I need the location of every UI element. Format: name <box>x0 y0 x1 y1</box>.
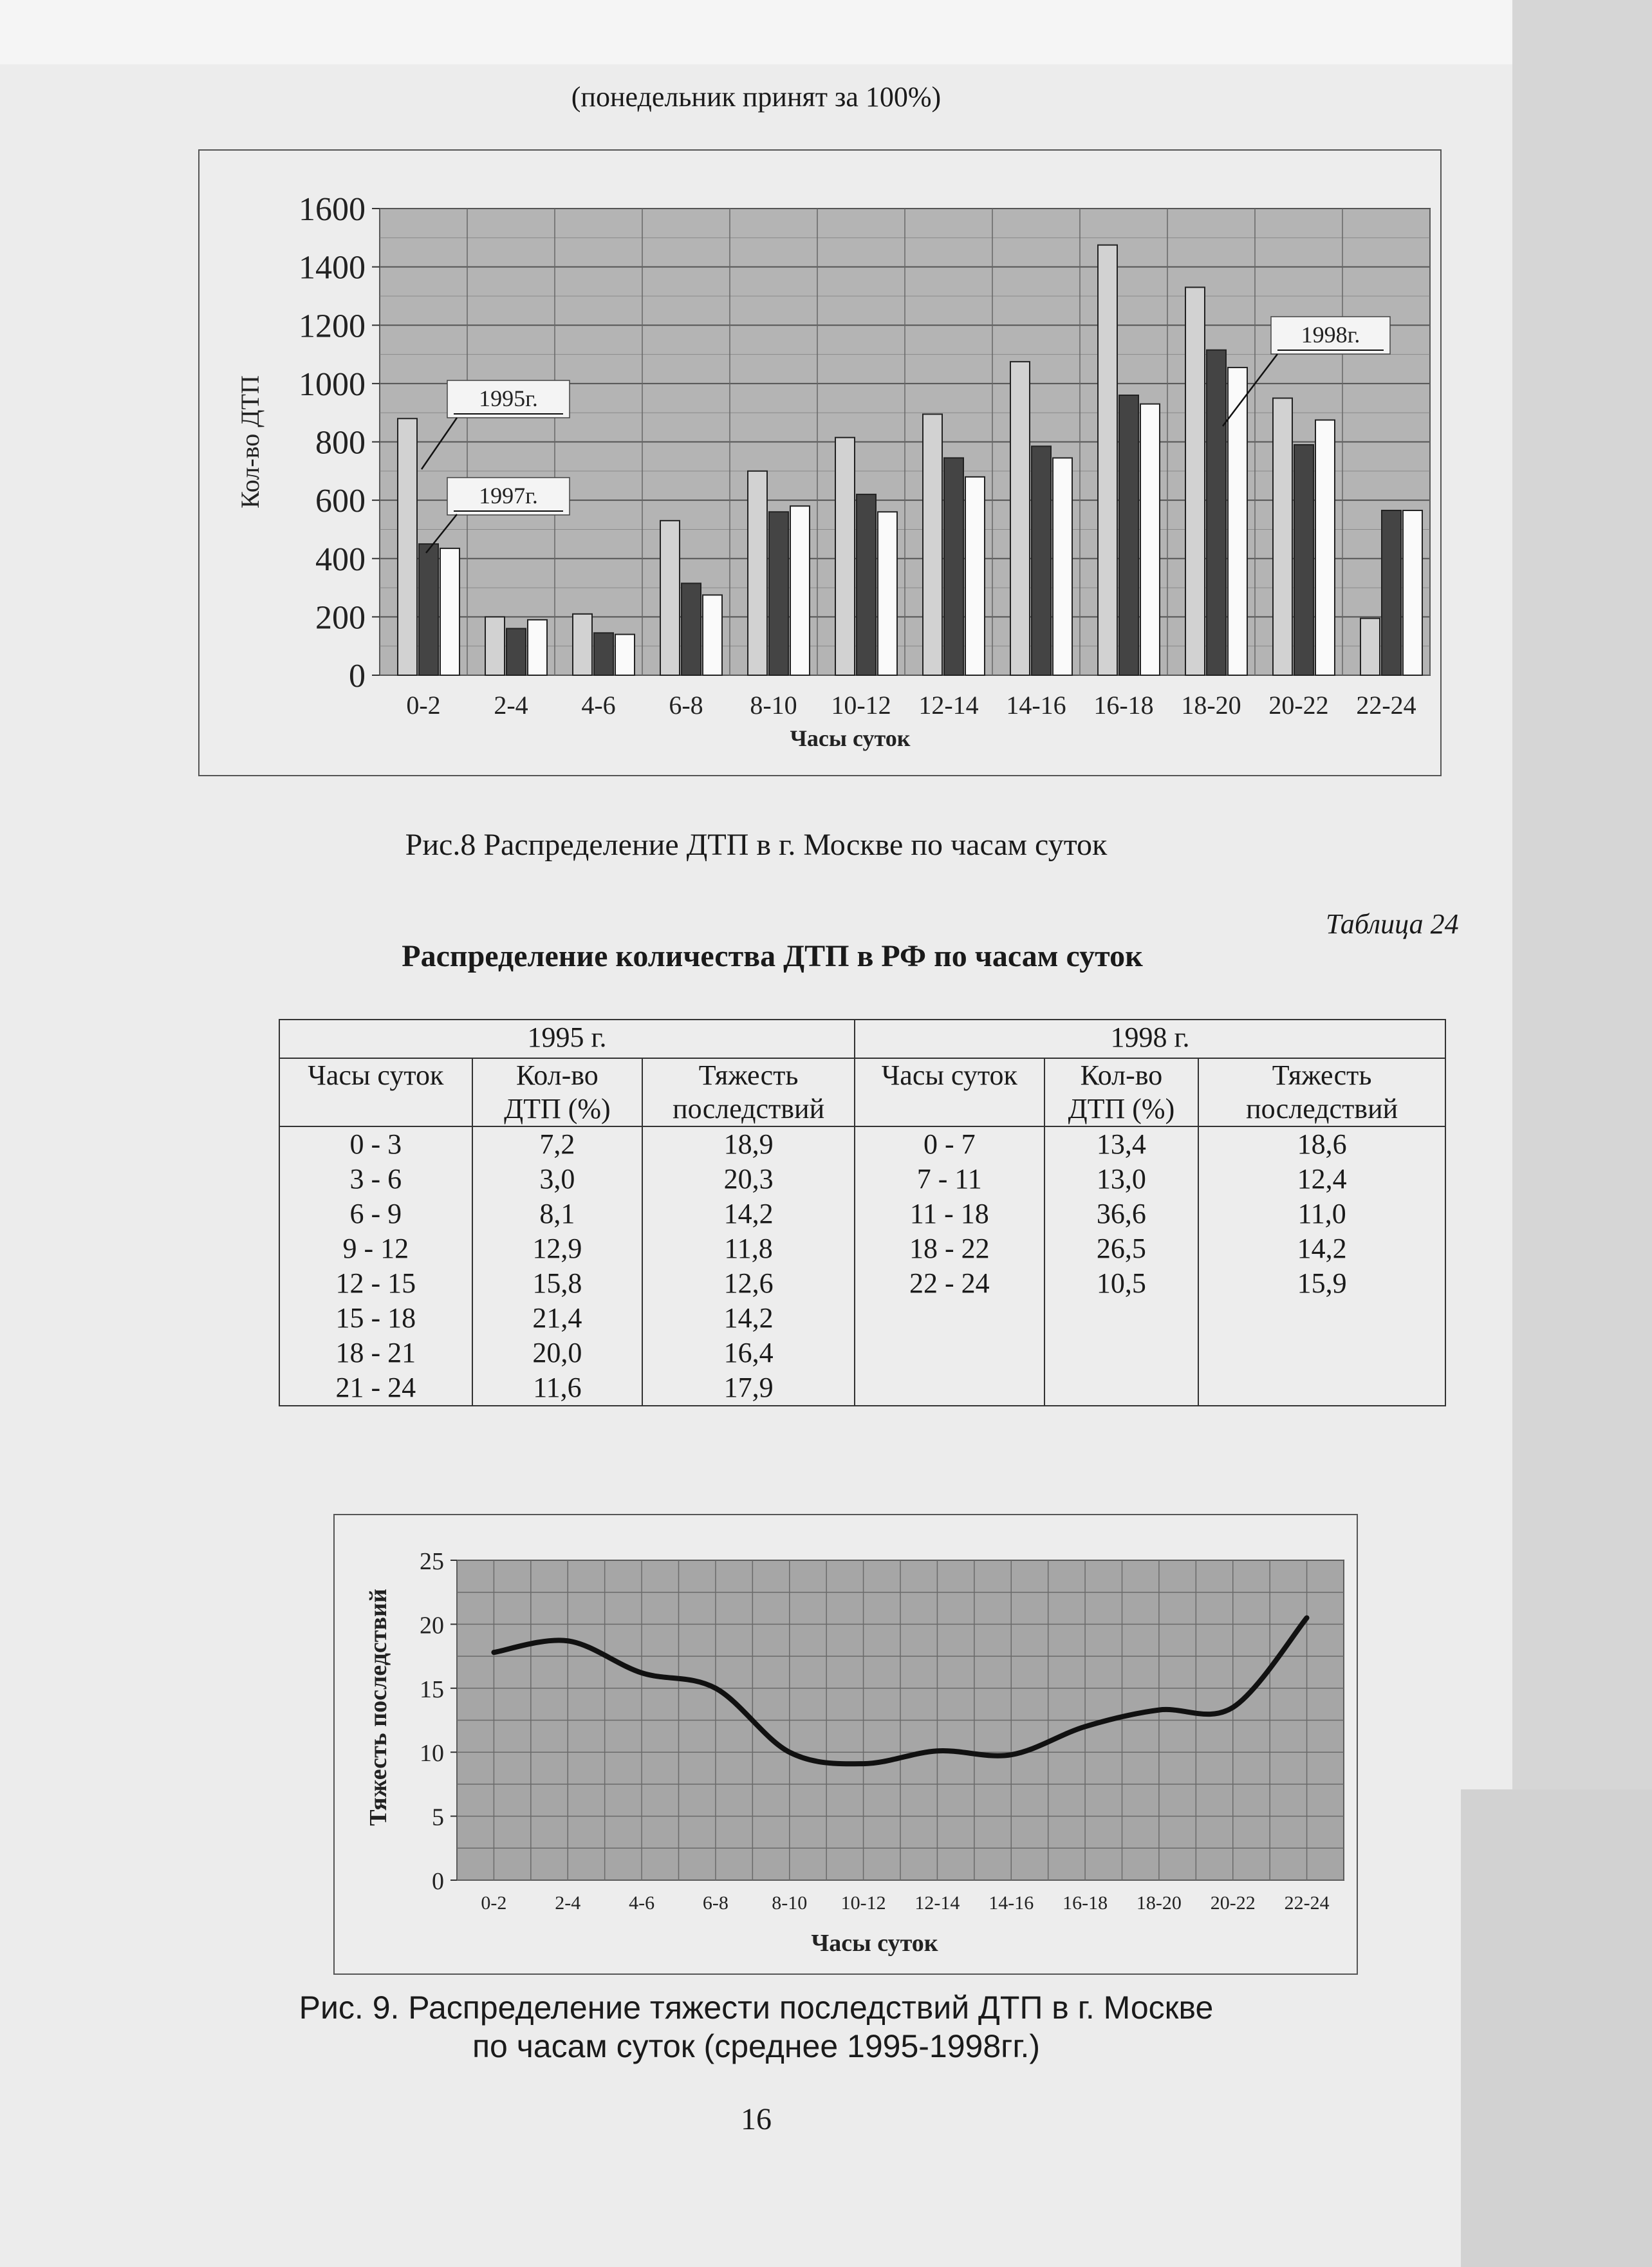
bar-1997г. <box>1032 446 1051 675</box>
bar-1995г. <box>1360 619 1380 675</box>
cell-hours-1995: 6 - 9 <box>279 1197 472 1231</box>
bar-1998г. <box>1228 368 1247 675</box>
cell-hours-1998: 22 - 24 <box>855 1266 1044 1301</box>
y-tick-label: 1600 <box>299 191 366 228</box>
cell-hours-1998 <box>855 1370 1044 1406</box>
table-row <box>279 1266 1445 1301</box>
x-tick-label: 18-20 <box>1136 1892 1182 1914</box>
cell-count-1995: 8,1 <box>472 1197 643 1231</box>
cell-count-1995: 12,9 <box>472 1231 643 1266</box>
cell-count-1998: 36,6 <box>1044 1197 1199 1231</box>
table-row <box>279 1126 1445 1162</box>
cell-hours-1995: 3 - 6 <box>279 1162 472 1197</box>
cell-hours-1995: 18 - 21 <box>279 1336 472 1370</box>
col-sev-1998: Тяжесть последствий <box>1198 1058 1445 1126</box>
y-axis-title: Кол-во ДТП <box>236 375 265 508</box>
fig9-line-chart <box>335 1515 1357 1973</box>
y-tick-label: 1000 <box>299 366 366 403</box>
bar-1997г. <box>1119 395 1138 675</box>
bar-1997г. <box>1382 510 1401 675</box>
cell-sev-1998: 14,2 <box>1198 1231 1445 1266</box>
y-tick-label: 1400 <box>299 249 366 286</box>
cell-count-1995: 20,0 <box>472 1336 643 1370</box>
x-tick-label: 12-14 <box>914 1892 960 1914</box>
bar-1998г. <box>878 512 897 675</box>
bar-1997г. <box>857 494 876 675</box>
x-tick-label: 8-10 <box>750 691 797 720</box>
fig9-caption-line2: по часам суток (среднее 1995-1998гг.) <box>472 2028 1041 2064</box>
bar-1995г. <box>573 614 592 675</box>
bar-1998г. <box>965 477 985 675</box>
x-tick-label: 22-24 <box>1356 691 1416 720</box>
cell-sev-1998 <box>1198 1301 1445 1336</box>
x-tick-label: 6-8 <box>702 1892 729 1914</box>
cell-count-1998 <box>1044 1301 1199 1336</box>
cell-hours-1998 <box>855 1301 1044 1336</box>
bar-1995г. <box>1273 398 1292 675</box>
cell-sev-1998: 15,9 <box>1198 1266 1445 1301</box>
x-tick-label: 2-4 <box>555 1892 581 1914</box>
fig8-bar-chart <box>200 151 1440 775</box>
x-tick-label: 16-18 <box>1063 1892 1108 1914</box>
bar-1997г. <box>419 544 438 675</box>
cell-sev-1995: 18,9 <box>642 1126 855 1162</box>
y-tick-label: 10 <box>420 1740 444 1768</box>
x-tick-label: 0-2 <box>406 691 441 720</box>
cell-sev-1998: 12,4 <box>1198 1162 1445 1197</box>
header-caption: (понедельник принят за 100%) <box>571 81 942 113</box>
cell-hours-1998 <box>855 1336 1044 1370</box>
cell-sev-1998: 18,6 <box>1198 1126 1445 1162</box>
table-row <box>279 1231 1445 1266</box>
cell-count-1998: 26,5 <box>1044 1231 1199 1266</box>
table-group-header <box>279 1020 1445 1058</box>
y-tick-label: 20 <box>420 1612 444 1639</box>
bar-1997г. <box>1294 445 1313 675</box>
cell-count-1995: 3,0 <box>472 1162 643 1197</box>
table-row <box>279 1336 1445 1370</box>
fig8-frame <box>198 149 1442 776</box>
bar-1995г. <box>835 438 855 675</box>
cell-hours-1995: 21 - 24 <box>279 1370 472 1406</box>
y-axis-title: Тяжесть последствий <box>365 1589 392 1826</box>
x-tick-label: 14-16 <box>988 1892 1034 1914</box>
bar-1998г. <box>790 506 810 675</box>
cell-hours-1995: 9 - 12 <box>279 1231 472 1266</box>
cell-count-1995: 21,4 <box>472 1301 643 1336</box>
cell-count-1998: 13,0 <box>1044 1162 1199 1197</box>
bar-1995г. <box>398 418 417 675</box>
table24 <box>279 1019 1446 1406</box>
y-tick-label: 25 <box>420 1548 444 1575</box>
table-number: Таблица 24 <box>1326 908 1459 940</box>
bar-1997г. <box>944 458 963 675</box>
y-tick-label: 0 <box>432 1868 444 1895</box>
bar-1997г. <box>769 512 788 675</box>
cell-sev-1998 <box>1198 1370 1445 1406</box>
cell-count-1995: 11,6 <box>472 1370 643 1406</box>
x-axis-title: Часы суток <box>811 1930 938 1957</box>
x-tick-label: 14-16 <box>1006 691 1066 720</box>
cell-hours-1998: 18 - 22 <box>855 1231 1044 1266</box>
cell-sev-1995: 17,9 <box>642 1370 855 1406</box>
bar-1995г. <box>923 414 942 675</box>
x-tick-label: 20-22 <box>1268 691 1329 720</box>
cell-sev-1995: 20,3 <box>642 1162 855 1197</box>
cell-count-1998: 10,5 <box>1044 1266 1199 1301</box>
cell-sev-1998 <box>1198 1336 1445 1370</box>
x-tick-label: 20-22 <box>1210 1892 1256 1914</box>
bar-1998г. <box>1403 510 1422 675</box>
y-tick-label: 800 <box>315 424 366 462</box>
fig8-caption: Рис.8 Распределение ДТП в г. Москве по часам суток <box>405 828 1108 862</box>
col-hours-1998: Часы суток <box>855 1058 1044 1126</box>
x-tick-label: 4-6 <box>581 691 616 720</box>
annotation-label: 1995г. <box>479 386 538 411</box>
y-tick-label: 0 <box>349 658 366 695</box>
x-tick-label: 2-4 <box>494 691 528 720</box>
col-count-1995: Кол-во ДТП (%) <box>472 1058 643 1126</box>
x-axis-title: Часы суток <box>790 725 911 751</box>
bar-1998г. <box>615 635 635 675</box>
bar-1995г. <box>485 617 505 675</box>
bar-1997г. <box>506 629 526 676</box>
bar-1997г. <box>682 583 701 675</box>
x-tick-label: 8-10 <box>772 1892 808 1914</box>
y-tick-label: 5 <box>432 1804 444 1831</box>
bar-1998г. <box>528 620 547 675</box>
table-body <box>279 1126 1445 1406</box>
col-hours-1995: Часы суток <box>279 1058 472 1126</box>
cell-hours-1995: 12 - 15 <box>279 1266 472 1301</box>
bar-1995г. <box>1098 245 1117 675</box>
y-tick-label: 200 <box>315 599 366 637</box>
bar-1998г. <box>1140 404 1160 675</box>
x-tick-label: 22-24 <box>1284 1892 1330 1914</box>
bar-1997г. <box>1207 350 1226 675</box>
col-sev-1995: Тяжесть последствий <box>642 1058 855 1126</box>
bar-1998г. <box>703 595 722 675</box>
table-row <box>279 1301 1445 1336</box>
cell-count-1995: 15,8 <box>472 1266 643 1301</box>
bar-1995г. <box>748 471 767 675</box>
cell-sev-1995: 14,2 <box>642 1301 855 1336</box>
bar-1997г. <box>594 633 613 675</box>
x-tick-label: 10-12 <box>831 691 891 720</box>
cell-hours-1995: 15 - 18 <box>279 1301 472 1336</box>
cell-sev-1995: 14,2 <box>642 1197 855 1231</box>
table-row <box>279 1370 1445 1406</box>
annotation-label: 1997г. <box>479 483 538 508</box>
bar-1998г. <box>440 548 459 675</box>
cell-hours-1998: 7 - 11 <box>855 1162 1044 1197</box>
cell-hours-1995: 0 - 3 <box>279 1126 472 1162</box>
table-row <box>279 1162 1445 1197</box>
y-tick-label: 400 <box>315 541 366 578</box>
bar-1998г. <box>1053 458 1072 675</box>
page-top-band <box>0 0 1512 64</box>
table-title: Распределение количества ДТП в РФ по часам суток <box>402 939 1143 973</box>
cell-count-1998 <box>1044 1336 1199 1370</box>
cell-count-1995: 7,2 <box>472 1126 643 1162</box>
fig9-frame <box>333 1514 1358 1975</box>
cell-count-1998: 13,4 <box>1044 1126 1199 1162</box>
x-tick-label: 12-14 <box>918 691 979 720</box>
bar-1995г. <box>1010 362 1030 675</box>
x-tick-label: 4-6 <box>629 1892 655 1914</box>
page-number: 16 <box>741 2102 772 2136</box>
cell-count-1998 <box>1044 1370 1199 1406</box>
annotation-label: 1998г. <box>1301 322 1360 348</box>
bar-1995г. <box>1185 287 1205 675</box>
x-tick-label: 18-20 <box>1181 691 1241 720</box>
cell-sev-1995: 11,8 <box>642 1231 855 1266</box>
cell-hours-1998: 0 - 7 <box>855 1126 1044 1162</box>
y-tick-label: 600 <box>315 483 366 520</box>
table-row <box>279 1197 1445 1231</box>
fig9-caption-line1: Рис. 9. Распределение тяжести последствий ДТП в г. Москве <box>299 1990 1214 2026</box>
x-tick-label: 16-18 <box>1093 691 1154 720</box>
bar-1998г. <box>1315 420 1335 675</box>
group-1995: 1995 г. <box>279 1020 855 1058</box>
cell-sev-1995: 12,6 <box>642 1266 855 1301</box>
x-tick-label: 10-12 <box>840 1892 886 1914</box>
col-count-1998: Кол-во ДТП (%) <box>1044 1058 1199 1126</box>
cell-sev-1995: 16,4 <box>642 1336 855 1370</box>
x-tick-label: 0-2 <box>481 1892 507 1914</box>
y-tick-label: 1200 <box>299 308 366 345</box>
y-tick-label: 15 <box>420 1675 444 1703</box>
cell-hours-1998: 11 - 18 <box>855 1197 1044 1231</box>
table-col-header <box>279 1058 1445 1126</box>
x-tick-label: 6-8 <box>669 691 703 720</box>
cell-sev-1998: 11,0 <box>1198 1197 1445 1231</box>
group-1998: 1998 г. <box>855 1020 1445 1058</box>
bar-1995г. <box>660 521 680 675</box>
